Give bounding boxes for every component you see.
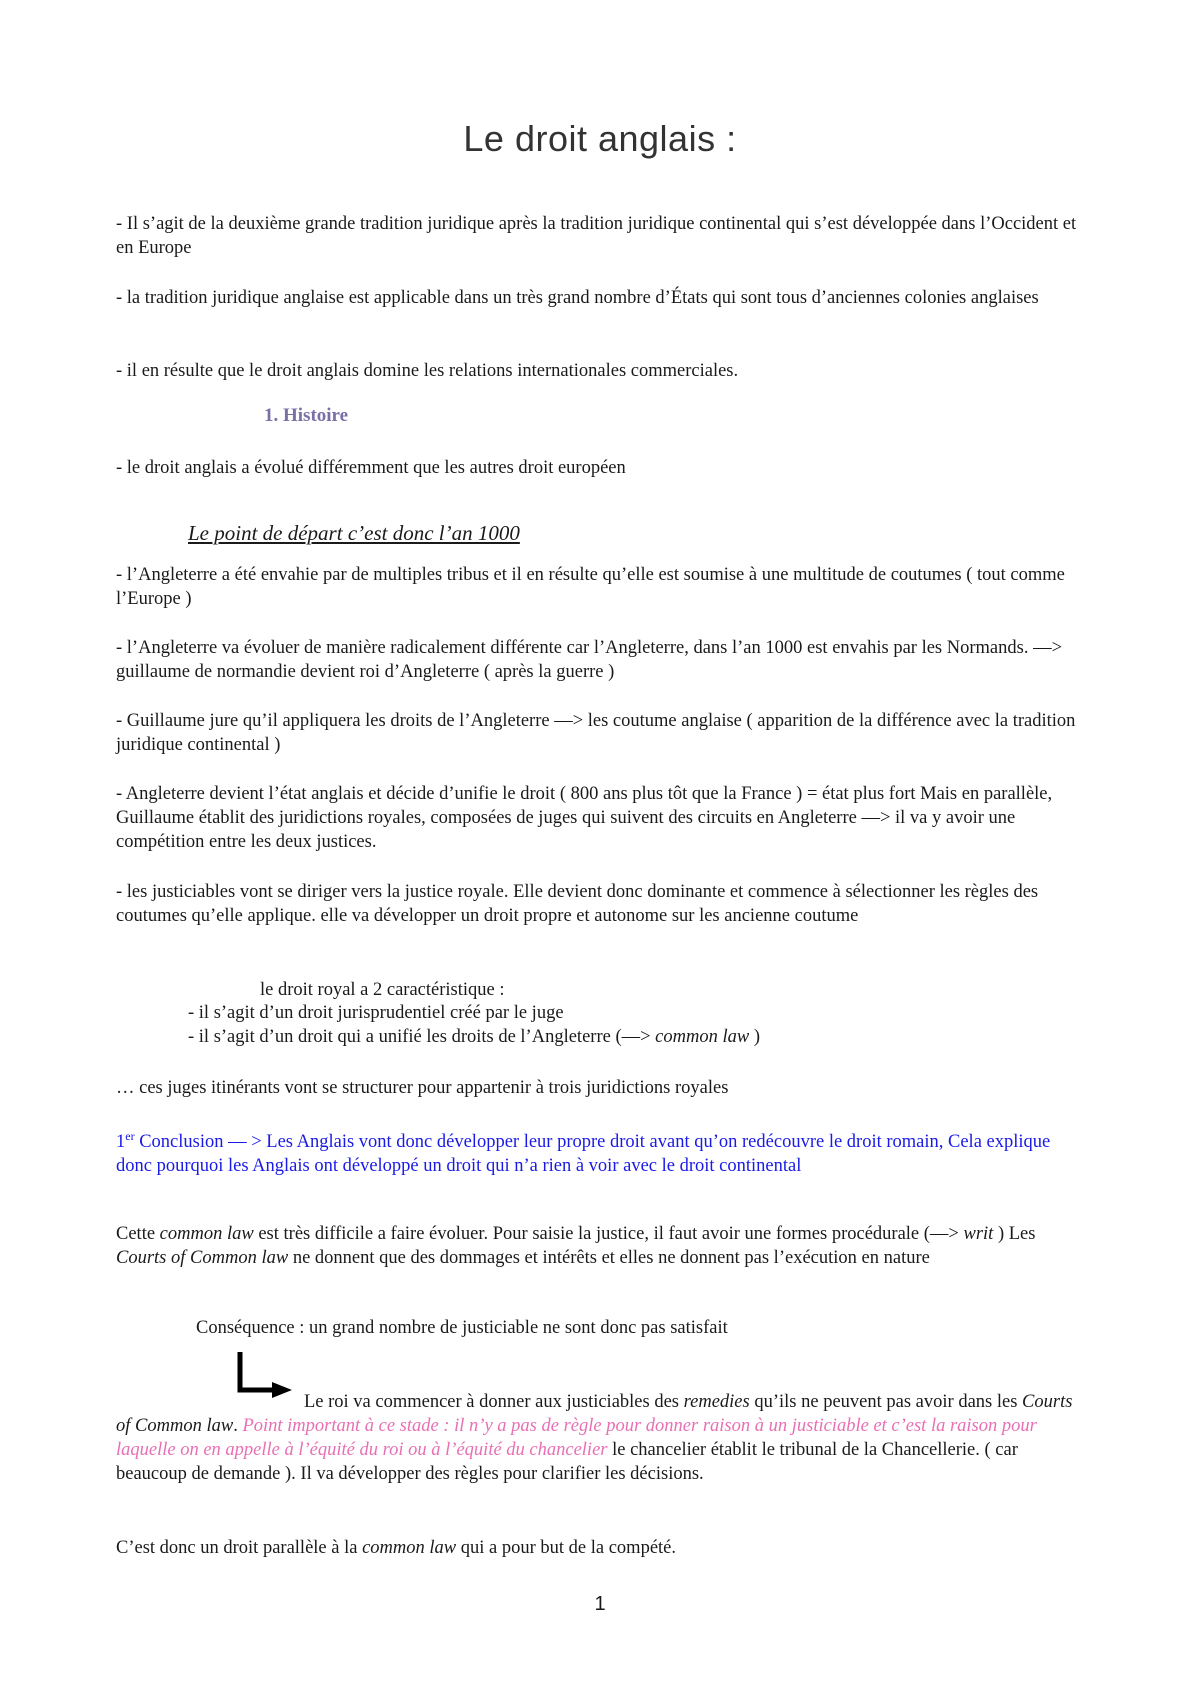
history-paragraph-4: - Angleterre devient l’état anglais et décide d’unifie le droit ( 800 ans plus tôt que la France ) = état plus fort Mais en parallèle, Guillaume établit des juridictions royales, composées de juges qui suivent des circuits en Angleterre —> il va y avoir une compétition entre les deux justices. (116, 784, 1053, 852)
common-law-paragraph: Cette common law est très difficile a faire évoluer. Pour saisie la justice, il faut avoir une formes procédurale (—> writ ) Les Courts of Common law ne donnent que des dommages et intérêts et elles ne donnent pas l’exécution en nature (116, 1224, 1036, 1268)
subheading-point-de-depart: Le point de départ c’est donc l’an 1000 (188, 521, 520, 545)
history-paragraph-1: - l’Angleterre a été envahie par de multiples tribus et il en résulte qu’elle est soumise à une multitude de coutumes ( tout comme l’Europe ) (116, 565, 1065, 609)
final-paragraph: C’est donc un droit parallèle à la common law qui a pour but de la compété. (116, 1538, 677, 1558)
history-paragraph-5: - les justiciables vont se diriger vers la justice royale. Elle devient donc dominante et commence à sélectionner les règles des coutumes qu’elle applique. elle va développer un droit propre et autonome sur les ancienne coutume (116, 882, 1039, 926)
page-number: 1 (594, 1593, 606, 1615)
document-title: Le droit anglais : (463, 118, 737, 159)
first-conclusion: 1er Conclusion — > Les Anglais vont donc développer leur propre droit avant qu’on redécouvre le droit romain, Cela explique donc pourquoi les Anglais ont développé un droit qui n’a rien à voir avec le droit continental (116, 1129, 1051, 1177)
intro-paragraph-2: - la tradition juridique anglaise est applicable dans un très grand nombre d’États qui sont tous d’anciennes colonies anglaises (116, 288, 1039, 308)
history-paragraph-2: - l’Angleterre va évoluer de manière radicalement différente car l’Angleterre, dans l’an 1000 est envahis par les Normands. —> guillaume de normandie devient roi d’Angleterre ( après la guerre ) (116, 638, 1063, 682)
intro-paragraph-1: - Il s’agit de la deuxième grande tradition juridique après la tradition juridique continental qui s’est développée dans l’Occident et en Europe (116, 214, 1077, 258)
itinerant-judges-paragraph: … ces juges itinérants vont se structurer pour appartenir à trois juridictions royales (116, 1078, 729, 1098)
royal-law-intro: le droit royal a 2 caractéristique : (260, 980, 505, 1000)
intro-paragraph-3: - il en résulte que le droit anglais domine les relations internationales commerciales. (116, 361, 739, 381)
royal-law-trait-2: - il s’agit d’un droit qui a unifié les droits de l’Angleterre (—> common law ) (188, 1027, 761, 1047)
consequence-line: Conséquence : un grand nombre de justiciable ne sont donc pas satisfait (196, 1318, 728, 1338)
king-remedies-paragraph: Le roi va commencer à donner aux justiciables des remedies qu’ils ne peuvent pas avoir dans les Courts of Common law. Point important à ce stade : il n’y a pas de règle pour donner raison à un justiciable et c’est la raison pour laquelle on en appelle à l’équité du roi ou à l’équité du chancelier le chancelier établit le tribunal de la Chancellerie. ( car beaucoup de demande ). Il va développer des règles pour clarifier les décisions. (116, 1392, 1073, 1484)
section-lead: - le droit anglais a évolué différemment que les autres droit européen (116, 458, 626, 478)
history-paragraph-3: - Guillaume jure qu’il appliquera les droits de l’Angleterre —> les coutume anglaise ( apparition de la différence avec la tradition juridique continental ) (116, 711, 1076, 755)
section-heading-histoire: 1. Histoire (264, 405, 349, 426)
royal-law-trait-1: - il s’agit d’un droit jurisprudentiel créé par le juge (188, 1003, 564, 1023)
